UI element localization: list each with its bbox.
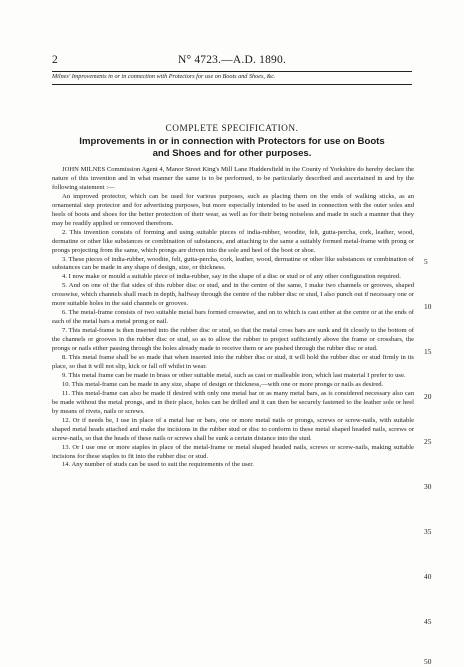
paragraph-10: 10. This metal-frame can be made in any size, shape of design or thickness,—with one or more prongs or nails as desired.: [62, 380, 384, 388]
paragraph-11: 11. This metal-frame can also be made if desired with only one metal bar or as many metal bars, as is considered necessary also can be made without the metal prongs, and in their place, holes can be drilled and it can then be securely fastened to the leather sole or heel by means of rivets, nails or screws.: [52, 389, 414, 415]
patent-number-title: N° 4723.—A.D. 1890.: [177, 54, 287, 66]
page-number: 2: [52, 54, 58, 66]
header-rule-top: [52, 71, 412, 72]
paragraph-5: 5. And on one of the flat sides of this rubber disc or stud, and in the centre of the same, I make two channels or grooves, shaped crosswise, which channels shall reach in depth, halfway through the centre of the rubber disc or stud, I also punch out if necessary one or more suitable holes in the said channels or grooves.: [52, 282, 414, 308]
paragraph-8: 8. This metal frame shall be so made that when inserted into the rubber disc or stud, it will hold the rubber disc or stud firmly in its place, so that it will not slip, kick or fall off whilst in wear.: [52, 354, 414, 370]
paragraph-7: 7. This metal-frame is then inserted into the rubber disc or stud, so that the metal cross bars are sunk and fit closely to the bottom of the channels or grooves in the rubber disc or stud, so as to allow the rubber to project sufficiently above the frame or crossbars, the prongs or nails either passing through the holes already made to receive them or are pushed through the rubber disc or stud.: [52, 327, 414, 353]
paragraph-3: 3. These pieces of india-rubber, woodite, felt, gutta-percha, cork, leather, wood, dermatine or other like substances or combination of substances can be made in any shape of design, size, or thickness.: [52, 255, 414, 272]
header-rule-bottom: [52, 84, 412, 85]
line-number: 45: [424, 617, 432, 626]
line-number: 25: [424, 437, 432, 446]
paragraph-12: 12. Or if needs be, I use in place of a metal bar or bars, one or more metal nails or prongs, screws or screw-nails, with suitable shaped metal heads attached and make the incisions in the rubber stud or disc to conform to these metal shaped headed nails, screws or screw-nails, so that the heads of these nails or screws shall be sunk a certain distance into the stud.: [52, 416, 414, 442]
page-header: [52, 54, 412, 68]
specification-heading: COMPLETE SPECIFICATION.: [165, 124, 299, 134]
invention-title: [60, 136, 404, 159]
paragraph-preamble: JOHN MILNES Commission Agent 4, Manor Street King's Mill Lane Huddersfield in the County of Yorkshire do hereby declare the nature of this invention and in what manner the same is to be performed, to be particularly described and ascertained in and by the following statement :—: [52, 166, 414, 191]
paragraph-6: 6. The metal-frame consists of two suitable metal bars formed crosswise, and on to which is cast either at the centre or at the ends of each of the metal bars a metal prong or nail.: [52, 309, 414, 326]
specification-body: [52, 166, 414, 470]
paragraph-9: 9. This metal frame can be made in brass or other suitable metal, such as cast or malleable iron, which last material I prefer to use.: [62, 371, 406, 379]
running-title: Milnes' Improvements in or in connection with Protectors for use on Boots and Shoes, &c.: [52, 73, 276, 80]
invention-title-line-1: Improvements in or in connection with Protectors for use on Boots: [79, 136, 385, 147]
line-number: 30: [424, 482, 432, 491]
line-number: 15: [424, 347, 432, 356]
paragraph-2: 2. This invention consists of forming and using suitable pieces of india-rubber, woodite, felt, gutta-percha, cork, leather, wood, dermatine or other like substances or combination of substances, and attaching to the same a suitably formed metal-frame with prong or prongs projecting from the same, which prongs are driven into the sole and heel of the boot or shoe.: [52, 228, 414, 254]
paragraph-13: 13. Or I use one or more staples in place of the metal-frame or metal shaped headed nails, screws or screw-nails, making suitable incisions for these staples to fit into the rubber disc or stud.: [52, 443, 414, 460]
line-number: 35: [424, 527, 432, 536]
line-number: 10: [424, 302, 432, 311]
line-number: 50: [424, 657, 432, 666]
invention-title-line-2: and Shoes and for other purposes.: [152, 147, 312, 159]
line-number: 40: [424, 572, 432, 581]
line-number: 5: [424, 257, 428, 266]
line-number: 20: [424, 392, 432, 401]
paragraph-14: 14. Any number of studs can be used to suit the requirements of the user.: [62, 461, 254, 469]
paragraph-4: 4. I now make or mould a suitable piece of india-rubber, say in the shape of a disc or stud or of any other configuration required.: [62, 273, 401, 281]
paragraph-1: An improved protector, which can be used for various purposes, such as placing them on the ends of walking sticks, as an ornamental step protector and for advertising purposes, but more especially intended to be used in connection with the outer soles and heels of boots and shoes for the better protection of their wear, as well as for their being noiseless and made in such a manner that they may be readily applied or removed therefrom.: [52, 192, 414, 227]
